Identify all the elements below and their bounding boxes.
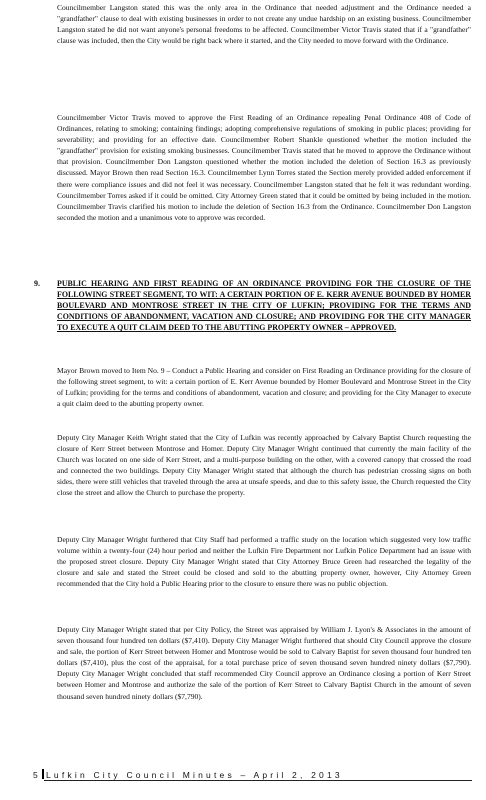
page-footer [33, 769, 477, 780]
paragraph-wright-church-request: Deputy City Manager Keith Wright stated that the City of Lufkin was recently approached by Calvary Baptist Church requesting the closure of Kerr Street between Montrose and Homer. Deputy City Manager Wright continued that currently the main facility of the Church was located on one side of Kerr Street, and a multi-purpose building on the other, with a covered canopy that crossed the road and connected the two buildings. Deputy City Manager Wright stated that although the church has pedestrian crossing signs on both sides, there were still vehicles that traveled through the area at unsafe speeds, and due to this safety issue, the Church requested the City close the street and allow the Church to purchase the property. [57, 433, 471, 498]
footer-title: Lufkin City Council Minutes – April 2, 2013 [46, 770, 343, 780]
paragraph-wright-appraisal: Deputy City Manager Wright stated that per City Policy, the Street was appraised by William J. Lyon's & Associates in the amount of seven thousand four hundred ten dollars ($7,410). Deputy City Manager Wright furthered that should City Council approve the closure and sale, the portion of Kerr Street between Homer and Montrose would be sold to Calvary Baptist for seven thousand four hundred ten dollars ($7,410), plus the cost of the appraisal, for a total purchase price of seven thousand seven hundred ninety dollars ($7,790). Deputy City Manager Wright concluded that staff recommended City Council approve an Ordinance closing a portion of Kerr Street between Homer and Montrose and authorize the sale of the portion of Kerr Street to Calvary Baptist Church in the amount of seven thousand seven hundred ninety dollars ($7,790). [57, 625, 471, 701]
agenda-item-number: 9. [34, 279, 40, 288]
footer-divider [42, 769, 44, 779]
paragraph-mayor-brown: Mayor Brown moved to Item No. 9 – Conduct a Public Hearing and consider on First Reading an Ordinance providing for the closure of the following street segment, to wit: a certain portion of E. Kerr Avenue bounded by Homer Boulevard and Montrose Street in the City of Lufkin; providing for the terms and conditions of abandonment, vacation and closure; and providing for the City Manager to execute a quit claim deed to the abutting property owner. [57, 366, 471, 409]
paragraph-langston-grandfather: Councilmember Langston stated this was the only area in the Ordinance that needed adjustment and the Ordinance needed a "grandfather" clause to deal with existing businesses in order to not create any undue hardship on an existing business. Councilmember Langston stated he did not want anyone's personal freedoms to be affected. Councilmember Victor Travis stated that if a "grandfather" clause was included, then the City would be right back where it started, and the City needed to move forward with the Ordinance. [57, 3, 471, 46]
footer-page-number: 5 [33, 770, 38, 780]
paragraph-travis-motion: Councilmember Victor Travis moved to approve the First Reading of an Ordinance repealing Penal Ordinance 408 of Code of Ordinances, relating to smoking; containing findings; adopting comprehensive regulations of smoking in public places; providing for severability; and providing for an effective date. Councilmember Robert Shankle questioned whether the motion included the "grandfather" provision for existing smoking businesses. Councilmember Travis stated that he moved to approve the Ordinance without that provision. Councilmember Don Langston questioned whether the motion included the deletion of Section 16.3 as previously discussed. Mayor Brown then read Section 16.3. Councilmember Lynn Torres stated the Section merely provided added enforcement if there were compliance issues and did not feel it was necessary. Councilmember Langston stated that he felt it was redundant wording. Councilmember Torres asked if it could be omitted. City Attorney Green stated that it could be omitted by being included in the motion. Councilmember Travis clarified his motion to include the deletion of Section 16.3 from the Ordinance. Councilmember Don Langston seconded the motion and a unanimous vote to approve was recorded. [57, 113, 471, 222]
footer-rule [44, 780, 472, 781]
paragraph-wright-traffic-study: Deputy City Manager Wright furthered that City Staff had performed a traffic study on the location which suggested very low traffic volume within a twenty-four (24) hour period and neither the Lufkin Fire Department nor Lufkin Police Department had an issue with the proposed street closure. Deputy City Manager Wright stated that City Attorney Bruce Green had researched the legality of the closure and sale and stated the Street could be closed and sold to the abutting property owner, however, City Attorney Green recommended that the City hold a Public Hearing prior to the closure to ensure there was no public objection. [57, 535, 471, 589]
agenda-item-title: PUBLIC HEARING AND FIRST READING OF AN ORDINANCE PROVIDING FOR THE CLOSURE OF THE FOLLOWING STREET SEGMENT, TO WIT: A CERTAIN PORTION OF E. KERR AVENUE BOUNDED BY HOMER BOULEVARD AND MONTROSE STREET IN THE CITY OF LUFKIN; PROVIDING FOR THE TERMS AND CONDITIONS OF ABANDONMENT, VACATION AND CLOSURE; AND PROVIDING FOR THE CITY MANAGER TO EXECUTE A QUIT CLAIM DEED TO THE ABUTTING PROPERTY OWNER – APPROVED. [57, 279, 471, 333]
